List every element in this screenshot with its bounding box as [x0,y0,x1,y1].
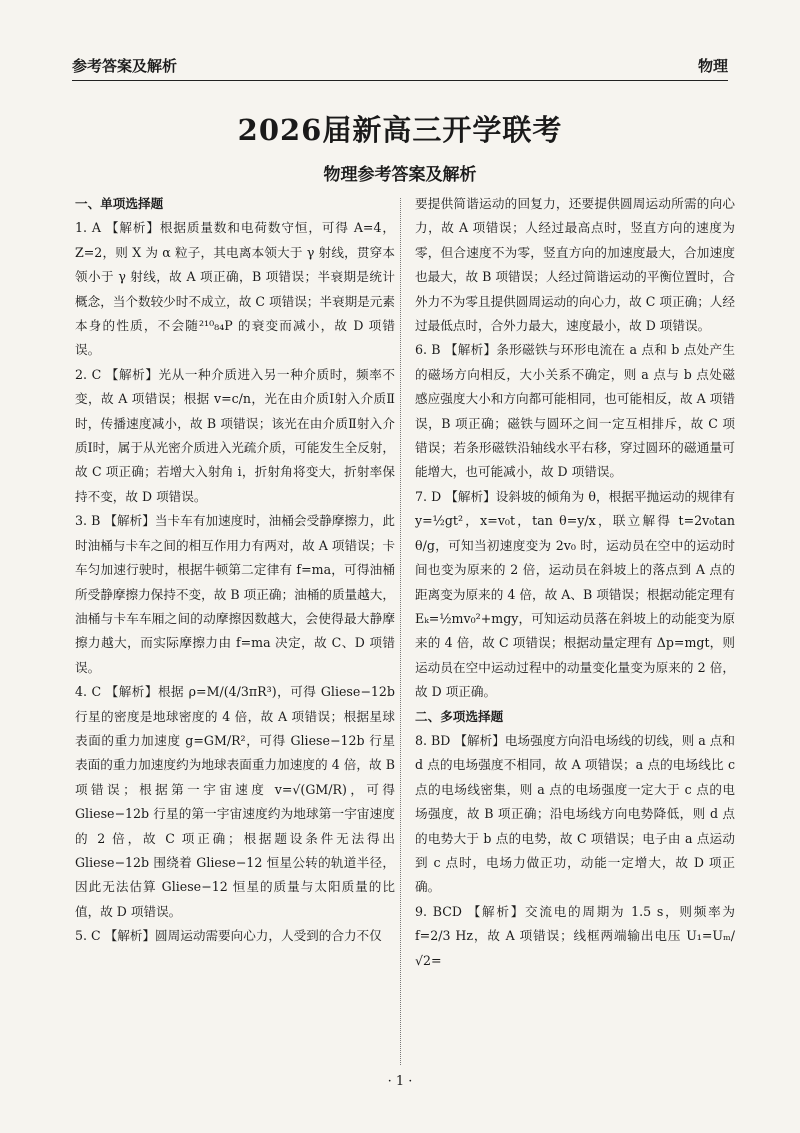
answer-q2: 2. C 【解析】光从一种介质进入另一种介质时，频率不变，故 A 项错误；根据 v=c/n，光在由介质Ⅰ射入介质Ⅱ时，传播速度减小，故 B 项错误；该光在由介质Ⅱ射入介质Ⅰ时，属于从光密介质进入光疏介质，可能发生全反射，故 C 项正确；若增大入射角 i，折射角将变大，折射率保持不变，故 D 项错误。 [75,366,395,504]
section-heading-single-choice: 一、单项选择题 [75,196,164,211]
answer-q5-start: 5. C 【解析】圆周运动需要向心力，人受到的合力不仅 [75,928,382,944]
column-divider [400,198,401,1065]
answer-q7: 7. D 【解析】设斜坡的倾角为 θ，根据平抛运动的规律有 y=½gt²，x=v₀t，tan θ=y/x，联立解得 t=2v₀tan θ/g，可知当初速度变为 2v₀ 时，运动员在空中的运动时间也变为原来的 2 倍，运动员在斜坡上的落点到 A 点的距离变为原来的 4 倍，故 A、B 项错误；根据动能定理有 Eₖ=½mv₀²+mgy，可知运动员落在斜坡上的动能变为原来的 4 倍，故 C 项错误；根据动量定理有 Δp=mgt，则运动员在空中运动过程中的动量变化量变为原来的 2 倍，故 D 项正确。 [415,488,735,700]
answer-q6: 6. B 【解析】条形磁铁与环形电流在 a 点和 b 点处产生的磁场方向相反，大小关系不确定，则 a 点与 b 点处磁感应强度大小和方向都可能相同，也可能相反，故 A 项错误，B 项正确；磁铁与圆环之间一定互相排斥，故 C 项错误；若条形磁铁沿轴线水平右移，穿过圆环的磁通量可能增大，也可能减小，故 D 项错误。 [415,342,735,480]
answer-q4: 4. C 【解析】根据 ρ=M/(4/3πR³)，可得 Gliese−12b 行星的密度是地球密度的 4 倍，故 A 项错误；根据星球表面的重力加速度 g=GM/R²，可得 Gliese−12b 行星表面的重力加速度约为地球表面重力加速度的 4 倍，故 B 项错误；根据第一宇宙速度 v=√(GM/R)，可得Gliese−12b 行星的第一宇宙速度约为地球第一宇宙速度的 2 倍，故 C 项正确；根据题设条件无法得出 Gliese−12b 围绕着 Gliese−12 恒星公转的轨道半径，因此无法估算 Gliese−12 恒星的质量与太阳质量的比值，故 D 项错误。 [75,684,395,919]
header-right: 物理 [697,57,728,75]
left-column [75,192,395,949]
section-heading-multi-choice: 二、多项选择题 [415,708,504,724]
page-title: 2026届新高三开学联考 [237,113,563,147]
page-subtitle: 物理参考答案及解析 [323,165,477,185]
answer-q1: 1. A 【解析】根据质量数和电荷数守恒，可得 A=4，Z=2，则 X 为 α 粒子，其电离本领大于 γ 射线，贯穿本领小于 γ 射线，故 A 项正确，B 项错误；半衰期是统计概念，当个数较少时不成立，故 C 项错误；半衰期是元素本身的性质，不会随²¹⁰₈₄P 的衰变而减小，故 D 项错误。 [75,220,395,358]
answer-q9-start: 9. BCD 【解析】交流电的周期为 1.5 s，则频率为 f=2/3 Hz，故 A 项错误；线框两端输出电压 U₁=Uₘ/√2= [415,903,735,968]
answer-q8: 8. BD 【解析】电场强度方向沿电场线的切线，则 a 点和 d 点的电场强度不相同，故 A 项错误；a 点的电场线比 c 点的电场线密集，则 a 点的电场强度一定大于 c 点的电场强度，故 B 项正确；沿电场线方向电势降低，则 d 点的电势大于 b 点的电势，故 C 项错误；电子由 a 点运动到 c 点时，电场力做正功，动能一定增大，故 D 项正确。 [415,732,735,895]
answer-q5-continued: 要提供简谐运动的回复力，还要提供圆周运动所需的向心力，故 A 项错误；人经过最高点时，竖直方向的速度为零，但合速度不为零，竖直方向的加速度最大，合加速度也最大，故 B 项错误；人经过简谐运动的平衡位置时，合外力不为零且提供圆周运动的向心力，故 C 项正确；人经过最低点时，合外力最大，速度最小，故 D 项错误。 [415,196,735,334]
answer-q3: 3. B 【解析】当卡车有加速度时，油桶会受静摩擦力，此时油桶与卡车之间的相互作用力有两对，故 A 项错误；卡车匀加速行驶时，根据牛顿第二定律有 f=ma，可得油桶所受静摩擦力保持不变，故 B 项正确；油桶的质量越大，油桶与卡车车厢之间的动摩擦因数越大，会使得最大静摩擦力越大，而实际摩擦力由 f=ma 决定，故 C、D 项错误。 [75,513,395,675]
running-header [72,52,728,76]
page-number: · 1 · [387,1074,413,1089]
header-left: 参考答案及解析 [72,57,178,75]
right-column [415,192,735,973]
header-rule [72,80,728,81]
